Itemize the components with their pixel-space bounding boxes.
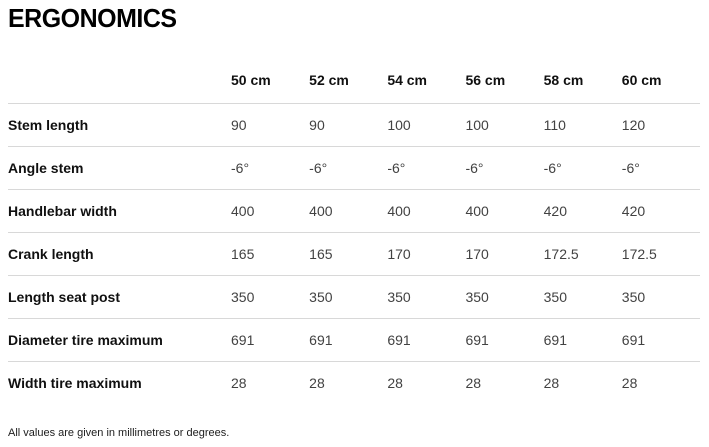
cell-value: 165 (309, 232, 387, 275)
row-label: Stem length (8, 103, 231, 146)
row-label: Angle stem (8, 146, 231, 189)
cell-value: 28 (387, 374, 403, 391)
cell-value: 691 (622, 318, 700, 361)
table-header-row (8, 59, 700, 104)
cell-value: 350 (622, 275, 700, 318)
cell-value: 90 (231, 103, 309, 146)
cell-value: 350 (544, 275, 622, 318)
cell-value: 170 (387, 232, 465, 275)
cell-value: 691 (231, 318, 309, 361)
column-header: 54 cm (387, 59, 465, 104)
cell-value: 100 (387, 103, 465, 146)
table-row (8, 103, 700, 146)
column-header: 50 cm (231, 59, 309, 104)
cell-value: 691 (465, 318, 543, 361)
page-title: ERGONOMICS (8, 3, 177, 33)
table-corner-cell (8, 59, 231, 104)
table-row (8, 146, 700, 189)
cell-value: 100 (465, 103, 543, 146)
column-header: 58 cm (544, 59, 622, 104)
cell-value: 110 (544, 103, 622, 146)
table-row (8, 232, 700, 275)
ergonomics-table (8, 59, 700, 404)
cell-value: 350 (309, 275, 387, 318)
row-label: Length seat post (8, 275, 231, 318)
cell-value: -6° (387, 146, 465, 189)
cell-value: 28 (621, 374, 638, 391)
table-footnote: All values are given in millimetres or degrees. (8, 426, 230, 439)
cell-value: 350 (387, 275, 465, 318)
row-label: Diameter tire maximum (8, 318, 231, 361)
table-body (8, 103, 700, 404)
cell-value: 28 (465, 374, 482, 391)
table-row (8, 189, 700, 232)
cell-value: 691 (544, 318, 622, 361)
cell-value: -6° (622, 146, 700, 189)
cell-value: 165 (231, 232, 309, 275)
cell-value: 28 (543, 374, 560, 391)
cell-value: -6° (465, 146, 543, 189)
cell-value: 170 (465, 232, 543, 275)
cell-value: 400 (387, 189, 465, 232)
cell-value: 90 (309, 103, 387, 146)
row-label: Handlebar width (8, 189, 231, 232)
cell-value: 400 (231, 189, 309, 232)
table-row (8, 275, 700, 318)
cell-value: -6° (231, 146, 309, 189)
cell-value: 691 (309, 318, 387, 361)
table-row (8, 318, 700, 361)
column-header: 56 cm (465, 59, 543, 104)
table-row (8, 361, 700, 404)
column-header: 60 cm (622, 59, 700, 104)
cell-value: 172.5 (544, 232, 622, 275)
cell-value: 28 (309, 374, 325, 391)
cell-value: 350 (465, 275, 543, 318)
cell-value: 420 (622, 189, 700, 232)
cell-value: 172.5 (622, 232, 700, 275)
cell-value: 350 (231, 275, 309, 318)
cell-value: 400 (309, 189, 387, 232)
row-label: Width tire maximum (8, 374, 142, 391)
cell-value: 400 (465, 189, 543, 232)
cell-value: 120 (622, 103, 700, 146)
cell-value: 28 (231, 374, 247, 391)
cell-value: 420 (544, 189, 622, 232)
row-label: Crank length (8, 232, 231, 275)
column-header: 52 cm (309, 59, 387, 104)
cell-value: -6° (309, 146, 387, 189)
cell-value: 691 (387, 318, 465, 361)
cell-value: -6° (544, 146, 622, 189)
